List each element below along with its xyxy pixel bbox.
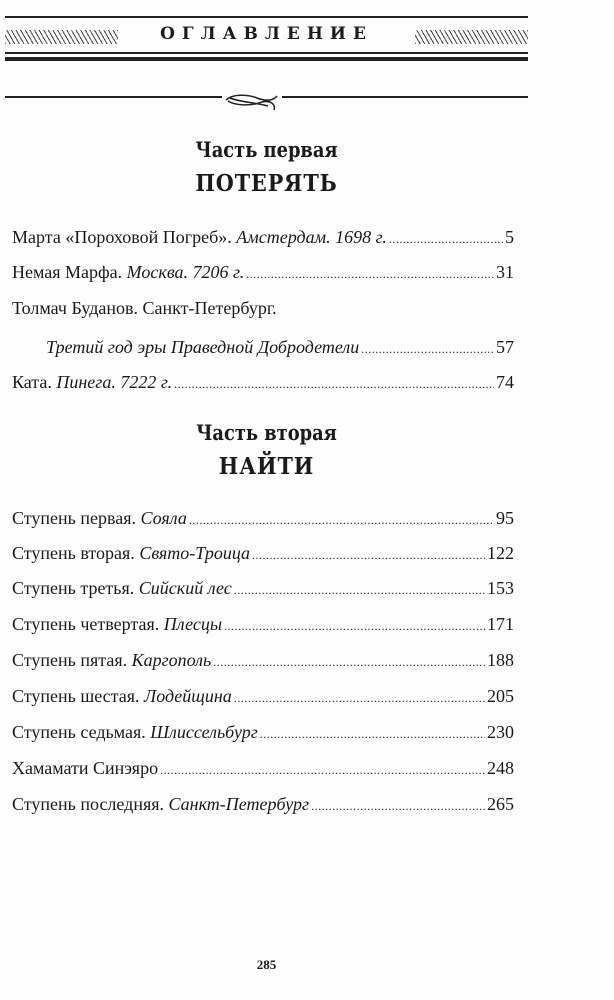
leader-dots — [361, 337, 494, 358]
entry-subtitle: Плесцы — [163, 614, 223, 634]
entry-page: 230 — [487, 722, 514, 742]
toc-entry-continuation[interactable] — [46, 337, 514, 358]
contents-heading: ОГЛАВЛЕНИЕ — [160, 24, 373, 44]
entry-subtitle: Москва. 7206 г. — [126, 262, 245, 282]
entry-title: Немая Марфа. — [12, 262, 123, 282]
entry-page: 122 — [487, 543, 514, 563]
leader-dots — [160, 758, 485, 779]
entry-page: 74 — [496, 372, 514, 392]
leader-dots — [311, 794, 485, 815]
entry-title: Ступень четвертая. — [12, 614, 160, 634]
toc-entry[interactable] — [12, 262, 514, 283]
entry-subtitle: Пинега. 7222 г. — [56, 372, 173, 392]
entry-title: Ступень седьмая. — [12, 722, 146, 742]
part-one-label: Часть первая — [195, 137, 338, 162]
entry-page: 57 — [496, 337, 514, 357]
entry-title: Ступень третья. — [12, 578, 135, 598]
entry-title: Ступень первая. — [12, 508, 137, 528]
leader-dots — [246, 262, 494, 283]
entry-title: Хамамати Синэяро — [12, 758, 159, 778]
part-two-title: НАЙТИ — [218, 453, 315, 480]
entry-subtitle: Свято-Троица — [139, 543, 251, 563]
entry-title: Толмач Буданов. Санкт-Петербург. — [12, 298, 277, 318]
part-two-label: Часть вторая — [196, 420, 337, 445]
entry-page: 95 — [496, 508, 514, 528]
leader-dots — [189, 508, 494, 529]
toc-entry[interactable] — [12, 372, 514, 393]
entry-subtitle: Санкт-Петербург — [168, 794, 310, 814]
toc-entry[interactable] — [12, 508, 514, 529]
toc-entry[interactable] — [12, 227, 514, 248]
entry-subtitle: Амстердам. 1698 г. — [236, 227, 387, 247]
entry-page: 153 — [487, 578, 514, 598]
entry-page: 171 — [487, 614, 514, 634]
entry-title: Ступень шестая. — [12, 686, 140, 706]
toc-entry[interactable] — [12, 722, 514, 743]
toc-entry[interactable] — [12, 794, 514, 815]
header-rule-thin — [5, 52, 528, 54]
toc-entry[interactable] — [12, 650, 514, 671]
part-one-title: ПОТЕРЯТЬ — [195, 170, 338, 197]
entry-title: Ступень вторая. — [12, 543, 135, 563]
entry-subtitle: Сояла — [140, 508, 187, 528]
toc-entry[interactable] — [12, 686, 514, 707]
entry-page: 188 — [487, 650, 514, 670]
entry-subtitle: Каргополь — [131, 650, 212, 670]
leader-dots — [260, 722, 485, 743]
entry-page: 205 — [487, 686, 514, 706]
leader-dots — [234, 686, 485, 707]
toc-entry[interactable] — [12, 543, 514, 564]
leader-dots — [224, 614, 485, 635]
entry-title: Ката. — [12, 372, 52, 392]
entry-page: 265 — [487, 794, 514, 814]
toc-entry[interactable] — [12, 614, 514, 635]
entry-page: 31 — [496, 262, 514, 282]
leader-dots — [174, 372, 494, 393]
entry-title: Ступень пятая. — [12, 650, 128, 670]
entry-title: Марта «Пороховой Погреб». — [12, 227, 232, 247]
page-number: 285 — [256, 957, 277, 972]
toc-entry[interactable] — [12, 298, 514, 319]
entry-subtitle: Лодейщина — [144, 686, 232, 706]
entry-subtitle: Шлиссельбург — [150, 722, 258, 742]
toc-entry[interactable] — [12, 758, 514, 779]
leader-dots — [252, 543, 485, 564]
entry-page: 248 — [487, 758, 514, 778]
leader-dots — [234, 578, 485, 599]
entry-title: Ступень последняя. — [12, 794, 165, 814]
entry-subtitle: Сийский лес — [138, 578, 232, 598]
flourish-ornament — [222, 92, 282, 116]
header-rule-thick — [5, 57, 528, 61]
entry-page: 5 — [505, 227, 514, 247]
leader-dots — [213, 650, 485, 671]
leader-dots — [389, 227, 503, 248]
toc-entry[interactable] — [12, 578, 514, 599]
top-rule — [5, 16, 528, 18]
entry-subtitle: Третий год эры Праведной Добродетели — [46, 337, 360, 357]
